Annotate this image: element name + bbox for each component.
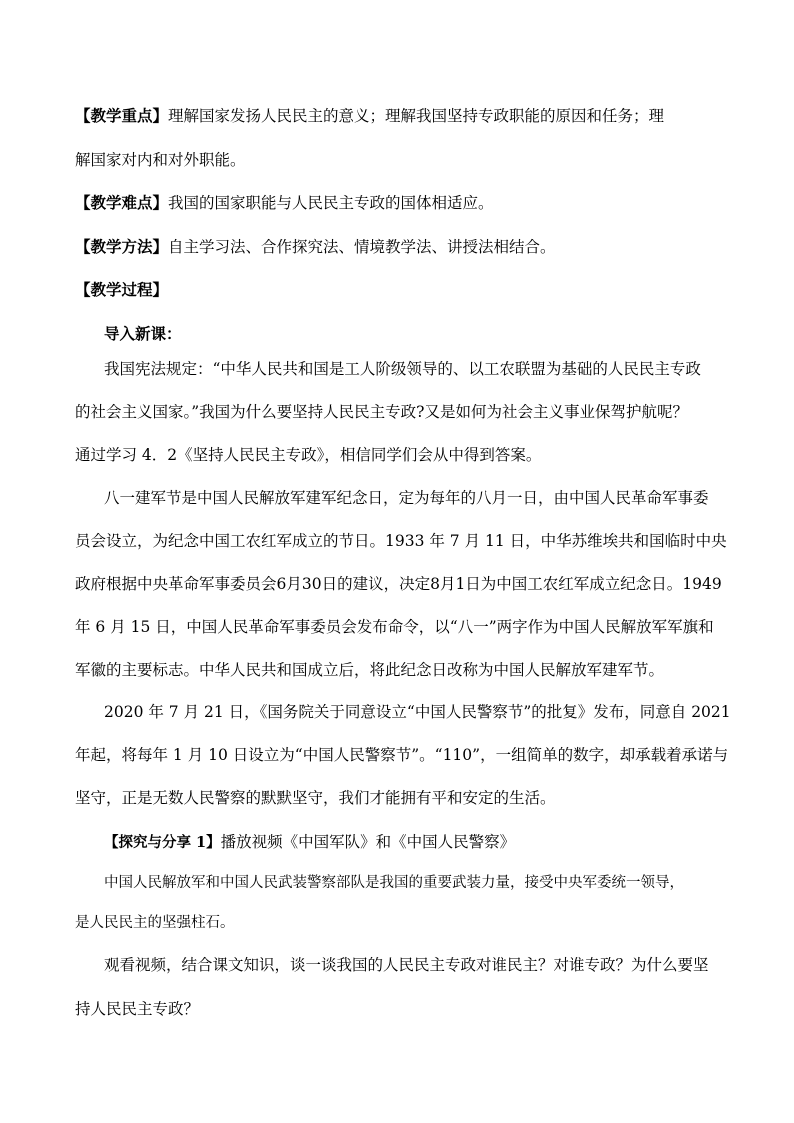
method-text: 自主学习法、合作探究法、情境教学法、讲授法相结合。 [168, 238, 556, 256]
intro-p3-line2: 年起，将每年 1 月 10 日设立为“中国人民警察节”。“110”，一组简单的数字，却承载着承诺与 [75, 746, 729, 764]
intro-p1-line2: 的社会主义国家。”我国为什么要坚持人民民主专政?又是如何为社会主义事业保驾护航呢？ [75, 403, 688, 421]
difficulty-text: 我国的国家职能与人民民主专政的国体相适应。 [168, 194, 494, 212]
difficulty-label: 【教学难点】 [75, 193, 169, 212]
focus-label: 【教学重点】 [75, 106, 169, 125]
explore-text: 播放视频《中国军队》和《中国人民警察》 [220, 833, 516, 851]
intro-p2-line4: 年 6 月 15 日，中国人民革命军事委员会发布命令，以“八一”两字作为中国人民解放军军旗和 [75, 618, 714, 636]
difficulty-line [75, 193, 494, 213]
focus-line-2: 解国家对内和对外职能。 [75, 151, 246, 169]
intro-p2-line1: 八一建军节是中国人民解放军建军纪念日，定为每年的八月一日，由中国人民革命军事委 [104, 489, 709, 507]
method-line [75, 237, 556, 257]
intro-p2-line5: 军徽的主要标志。中华人民共和国成立后，将此纪念日改称为中国人民解放军建军节。 [75, 661, 665, 679]
method-label: 【教学方法】 [75, 237, 169, 256]
intro-p2-line2: 员会设立，为纪念中国工农红军成立的节日。1933 年 7 月 11 日，中华苏维埃共和国临时中央 [75, 532, 727, 550]
intro-heading: 导入新课： [104, 324, 182, 343]
explore-line [104, 832, 515, 853]
intro-p1-line1: 我国宪法规定：“中华人民共和国是工人阶级领导的、以工农联盟为基础的人民民主专政 [104, 360, 701, 378]
intro-p3-line1: 2020 年 7 月 21 日，《国务院关于同意设立“中国人民警察节”的批复》发布，同意自 2021 [104, 703, 731, 721]
process-label: 【教学过程】 [75, 280, 169, 299]
focus-text-1: 理解国家发扬人民民主的意义；理解我国坚持专政职能的原因和任务；理 [168, 107, 665, 125]
focus-line-1 [75, 106, 664, 126]
intro-p2-line3: 政府根据中央革命军事委员会6月30日的建议，决定8月1日为中国工农红军成立纪念日。1949 [75, 575, 722, 593]
intro-p3-line3: 坚守，正是无数人民警察的默默坚守，我们才能拥有平和安定的生活。 [75, 789, 556, 807]
explore-label: 【探究与分享 1】 [104, 834, 221, 851]
intro-p1-line3: 通过学习 4．2《坚持人民民主专政》，相信同学们会从中得到答案。 [75, 446, 542, 464]
explore-question-line2: 持人民民主专政？ [75, 1000, 200, 1018]
explore-question-line1: 观看视频，结合课文知识，谈一谈我国的人民民主专政对谁民主？对谁专政？为什么要坚 [104, 956, 709, 974]
explore-quote-line1: 中国人民解放军和中国人民武装警察部队是我国的重要武装力量，接受中央军委统一领导， [104, 875, 684, 891]
explore-quote-line2: 是人民民主的坚强柱石。 [75, 915, 235, 931]
